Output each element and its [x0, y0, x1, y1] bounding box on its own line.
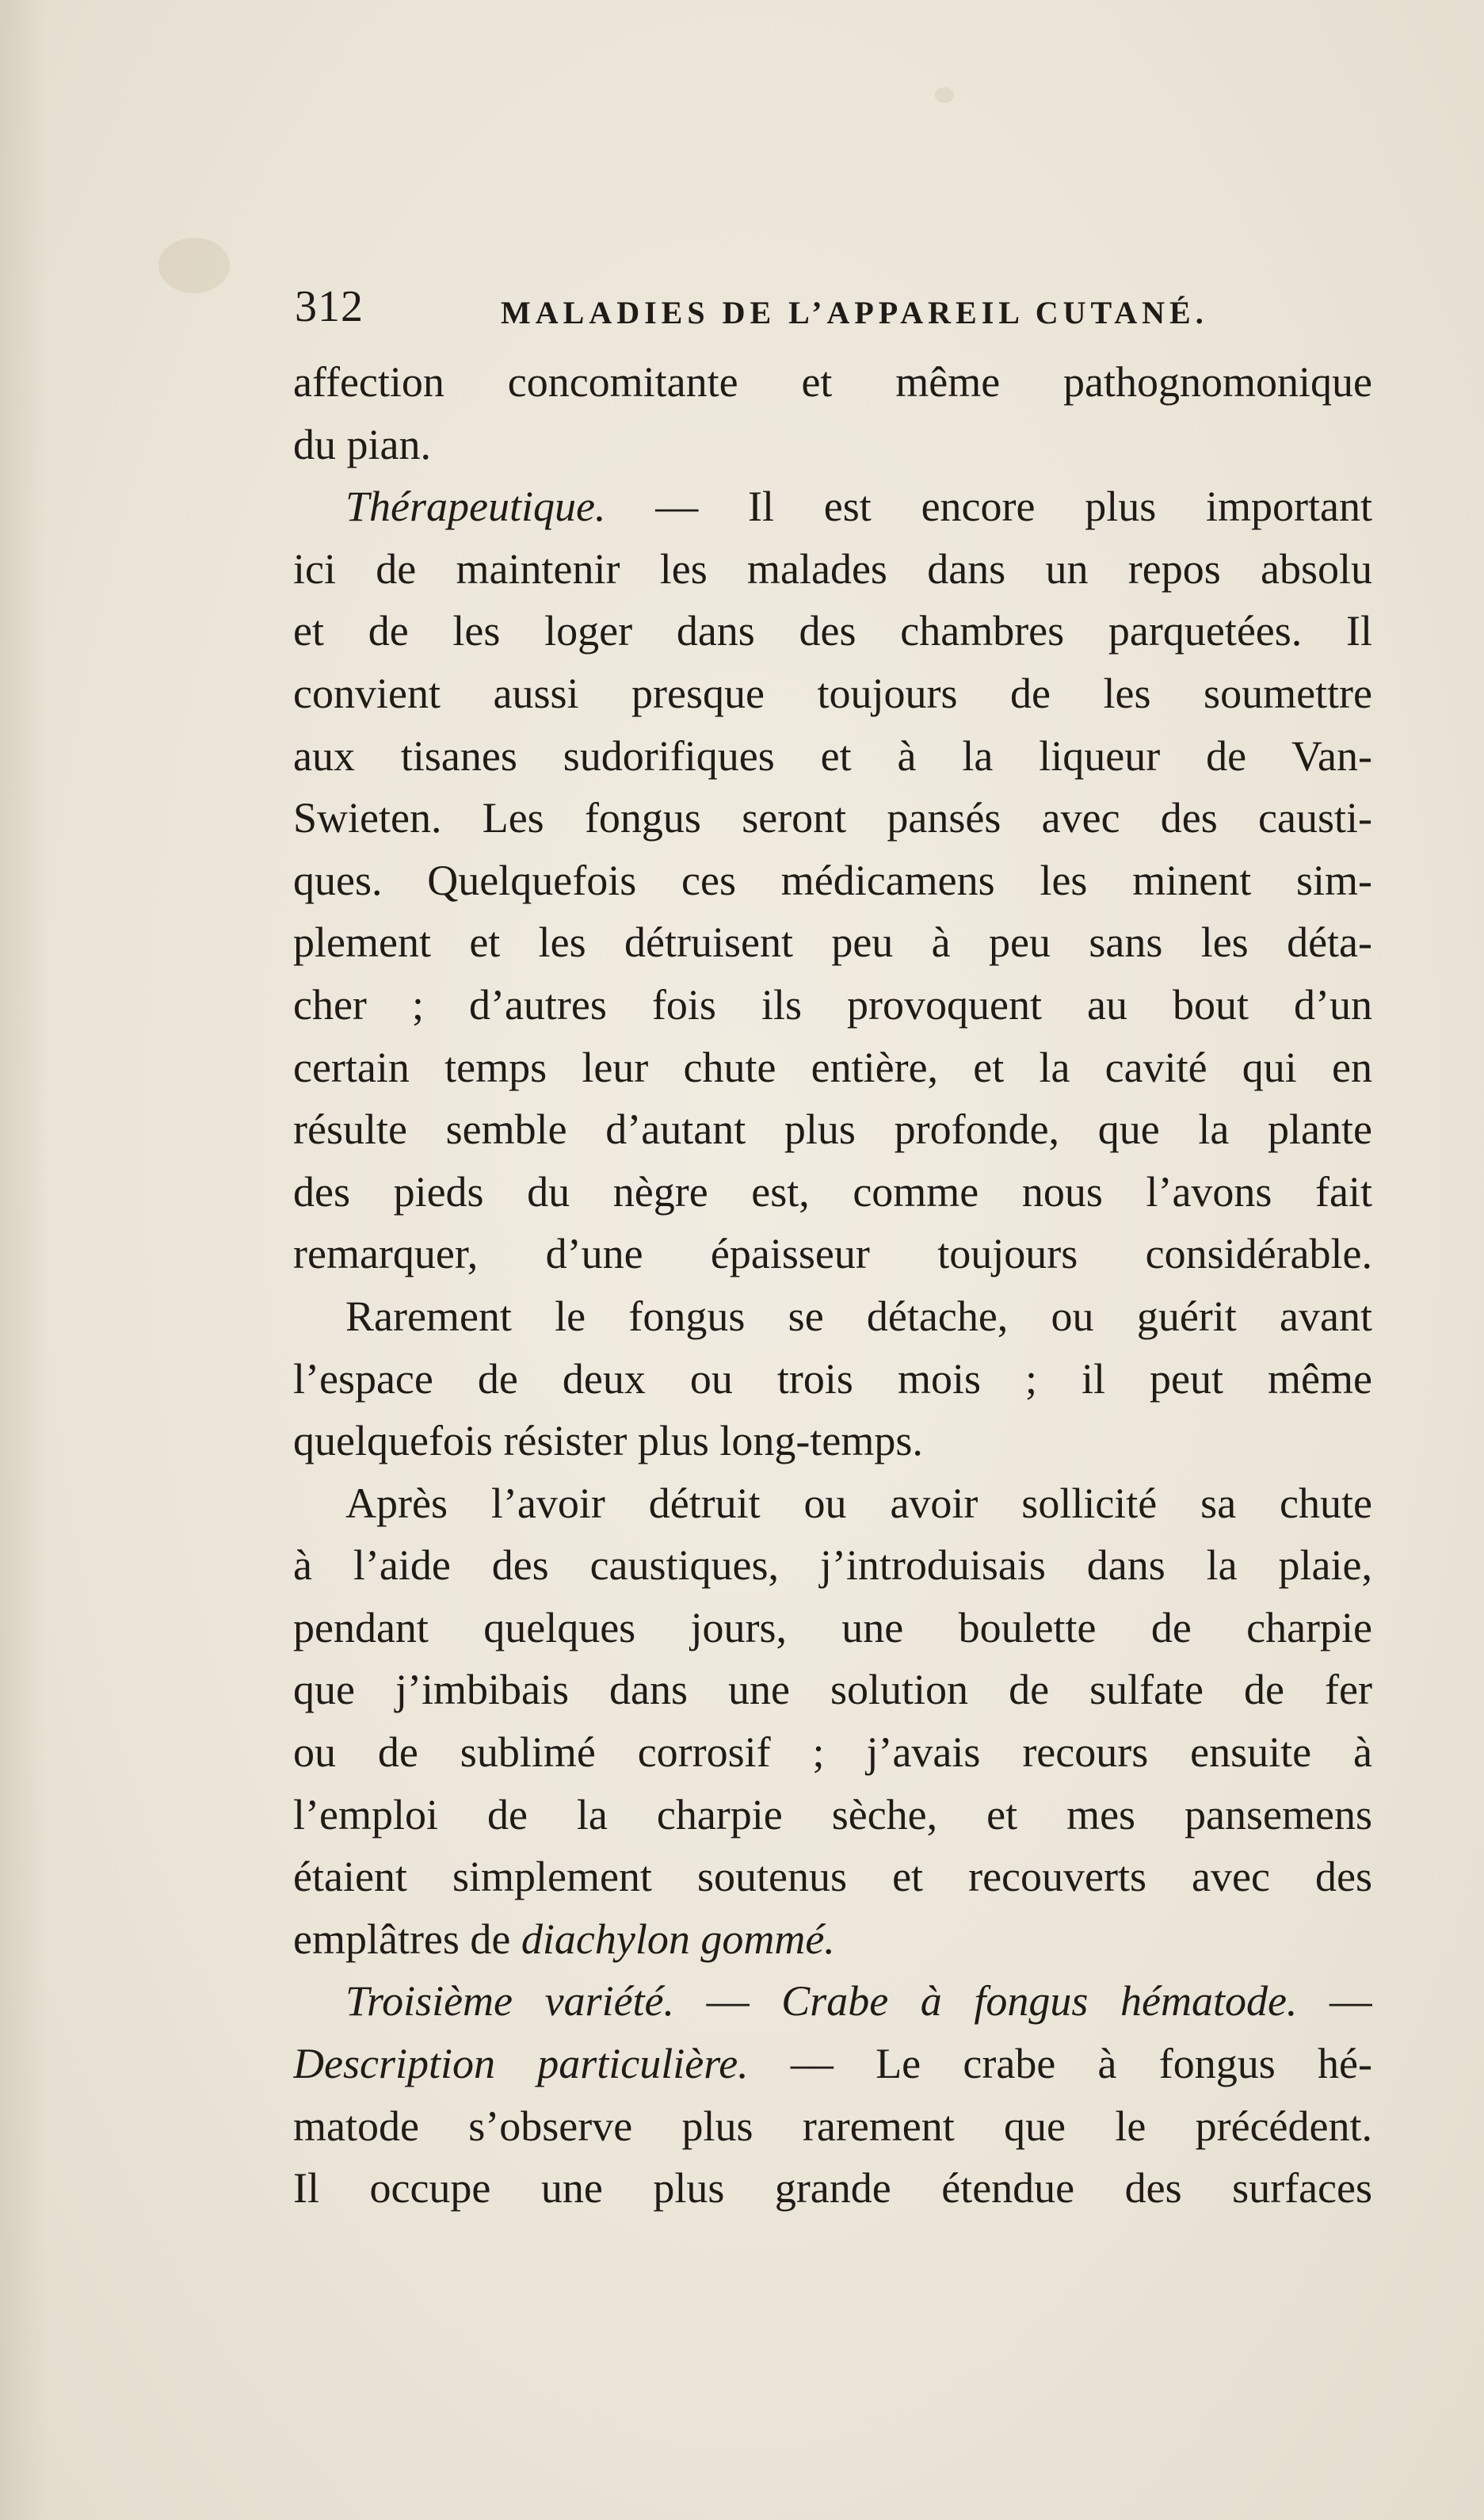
text-run: — Il est encore plus important: [605, 483, 1372, 531]
text-run: — Le crabe à fongus hé-: [748, 2040, 1372, 2088]
text-run: —: [1297, 1977, 1372, 2026]
italic-term: diachylon gommé.: [521, 1915, 835, 1963]
text-line: aux tisanes sudorifiques et à la liqueur de Van-: [293, 731, 1372, 780]
paper-stain: [935, 87, 954, 103]
text-line: Rarement le fongus se détache, ou guérit avant: [345, 1292, 1372, 1340]
text-line: l’espace de deux ou trois mois ; il peut même: [293, 1354, 1372, 1403]
text-line: certain temps leur chute entière, et la cavité qui en: [293, 1043, 1372, 1091]
text-line: matode s’observe plus rarement que le précédent.: [293, 2102, 1372, 2150]
section-heading: Description particulière.: [293, 2040, 749, 2088]
text-line: étaient simplement soutenus et recouverts avec des: [293, 1853, 1372, 1901]
text-line: à l’aide des caustiques, j’introduisais dans la plaie,: [293, 1541, 1372, 1590]
text-line: résulte semble d’autant plus profonde, que la plante: [293, 1105, 1372, 1154]
section-heading: Thérapeutique.: [345, 483, 606, 531]
text-line: convient aussi presque toujours de les soumettre: [293, 669, 1372, 717]
text-line: affection concomitante et même pathognomonique: [293, 358, 1372, 406]
text-line: [293, 2033, 1372, 2095]
page-number: 312: [295, 282, 364, 331]
section-heading: Crabe à fongus hématode.: [781, 1977, 1298, 2026]
text-line: ou de sublimé corrosif ; j’avais recours ensuite à: [293, 1728, 1372, 1777]
text-line: pendant quelques jours, une boulette de charpie: [293, 1603, 1372, 1651]
text-run: emplâtres de: [293, 1915, 521, 1963]
text-line: que j’imbibais dans une solution de sulfate de fer: [293, 1666, 1372, 1714]
page-header: [295, 273, 1372, 337]
text-line: cher ; d’autres fois ils provoquent au bout d’un: [293, 980, 1372, 1029]
text-line: des pieds du nègre est, comme nous l’avons fait: [293, 1167, 1372, 1216]
text-line: Il occupe une plus grande étendue des surfaces: [293, 2164, 1372, 2213]
text-line: [293, 475, 1372, 538]
text-line: ques. Quelquefois ces médicamens les minent sim-: [293, 856, 1372, 904]
section-heading: Troisième variété.: [345, 1977, 675, 2026]
text-run: —: [674, 1977, 782, 2026]
text-line: l’emploi de la charpie sèche, et mes pansemens: [293, 1790, 1372, 1838]
text-line: [293, 1908, 1372, 1971]
text-line: et de les loger dans des chambres parquetées. Il: [293, 607, 1372, 655]
body-text: [293, 351, 1372, 2220]
text-line: Après l’avoir détruit ou avoir sollicité sa chute: [345, 1479, 1372, 1527]
text-line: plement et les détruisent peu à peu sans les déta-: [293, 918, 1372, 967]
running-head: MALADIES DE L’APPAREIL CUTANÉ.: [501, 295, 1208, 330]
text-line: [293, 1970, 1372, 2033]
paper-stain: [158, 238, 230, 293]
text-line: ici de maintenir les malades dans un repos absolu: [293, 544, 1372, 593]
text-line: du pian.: [293, 420, 431, 468]
text-line: quelquefois résister plus long-temps.: [293, 1417, 923, 1465]
page-edge-shadow: [0, 0, 48, 2520]
text-line: Swieten. Les fongus seront pansés avec des causti-: [293, 794, 1372, 842]
text-line: remarquer, d’une épaisseur toujours considérable.: [293, 1230, 1372, 1278]
